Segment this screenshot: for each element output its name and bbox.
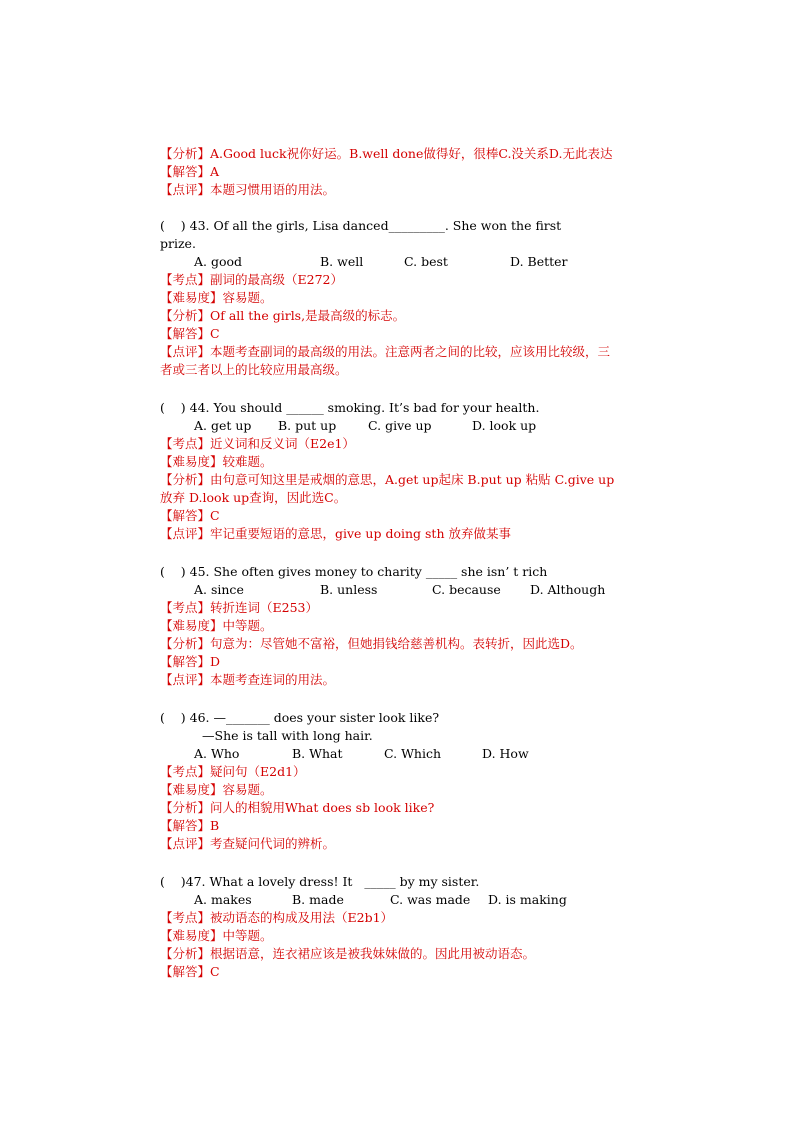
answer: 【解答】C xyxy=(160,326,220,341)
answer: 【解答】C xyxy=(160,964,220,979)
question-text: ( ) 43. Of all the girls, Lisa danced_________. She won the first xyxy=(160,218,562,233)
difficulty: 【难易度】中等题。 xyxy=(160,618,273,633)
option-d: D. is making xyxy=(488,892,567,907)
analysis-cont: 放弃 D.look up查询，因此选C。 xyxy=(160,490,347,505)
analysis: 【分析】问人的相貌用What does sb look like? xyxy=(160,800,435,815)
question-46 xyxy=(160,709,670,853)
option-b: B. put up xyxy=(278,418,337,433)
question-text: ( ) 44. You should ______ smoking. It’s bad for your health. xyxy=(160,400,540,415)
option-a: A. since xyxy=(194,582,244,597)
option-d: D. How xyxy=(482,746,529,761)
kaodian: 【考点】被动语态的构成及用法（E2b1） xyxy=(160,910,394,925)
option-a: A. Who xyxy=(194,746,240,761)
question-text-cont: prize. xyxy=(160,236,196,251)
analysis: 【分析】句意为：尽管她不富裕，但她捐钱给慈善机构。表转折，因此选D。 xyxy=(160,636,583,651)
option-d: D. look up xyxy=(472,418,537,433)
comment: 【点评】考查疑问代词的辨析。 xyxy=(160,836,336,851)
kaodian: 【考点】疑问句（E2d1） xyxy=(160,764,306,779)
kaodian: 【考点】副词的最高级（E272） xyxy=(160,272,343,287)
option-d: D. Although xyxy=(530,582,606,597)
question-47 xyxy=(160,873,670,981)
option-a: A. good xyxy=(194,254,243,269)
options-row xyxy=(160,891,670,909)
question-text: ( ) 46. —_______ does your sister look like? xyxy=(160,710,440,725)
option-a: A. makes xyxy=(194,892,252,907)
option-c: C. because xyxy=(432,582,501,597)
answer: 【解答】A xyxy=(160,164,220,179)
option-b: B. unless xyxy=(320,582,378,597)
comment: 【点评】本题考查连词的用法。 xyxy=(160,672,336,687)
question-44 xyxy=(160,399,670,543)
options-row xyxy=(160,253,670,271)
kaodian: 【考点】近义词和反义词（E2e1） xyxy=(160,436,355,451)
kaodian: 【考点】转折连词（E253） xyxy=(160,600,318,615)
difficulty: 【难易度】中等题。 xyxy=(160,928,273,943)
option-c: C. Which xyxy=(384,746,442,761)
options-row xyxy=(160,745,670,763)
document-content xyxy=(160,145,670,981)
difficulty: 【难易度】较难题。 xyxy=(160,454,273,469)
question-text: ( ) 45. She often gives money to charity _____ she isn’ t rich xyxy=(160,564,548,579)
answer: 【解答】D xyxy=(160,654,221,669)
comment: 【点评】本题习惯用语的用法。 xyxy=(160,182,336,197)
comment: 【点评】牢记重要短语的意思，give up doing sth 放弃做某事 xyxy=(160,526,511,541)
options-row xyxy=(160,417,670,435)
option-d: D. Better xyxy=(510,254,568,269)
option-b: B. made xyxy=(292,892,344,907)
analysis: 【分析】由句意可知这里是戒烟的意思，A.get up起床 B.put up 粘贴 C.give up xyxy=(160,472,615,487)
analysis: 【分析】Of all the girls,是最高级的标志。 xyxy=(160,308,406,323)
option-b: B. What xyxy=(292,746,343,761)
analysis: 【分析】根据语意，连衣裙应该是被我妹妹做的。因此用被动语态。 xyxy=(160,946,536,961)
question-45 xyxy=(160,563,670,689)
comment: 【点评】本题考查副词的最高级的用法。注意两者之间的比较，应该用比较级，三 xyxy=(160,344,611,359)
option-a: A. get up xyxy=(194,418,252,433)
answer: 【解答】C xyxy=(160,508,220,523)
question-42-tail xyxy=(160,145,670,199)
option-c: C. was made xyxy=(390,892,471,907)
difficulty: 【难易度】容易题。 xyxy=(160,782,273,797)
option-c: C. give up xyxy=(368,418,432,433)
reply-text: —She is tall with long hair. xyxy=(202,728,373,743)
options-row xyxy=(160,581,670,599)
option-b: B. well xyxy=(320,254,364,269)
question-43 xyxy=(160,217,670,379)
comment-cont: 者或三者以上的比较应用最高级。 xyxy=(160,362,348,377)
option-c: C. best xyxy=(404,254,448,269)
difficulty: 【难易度】容易题。 xyxy=(160,290,273,305)
answer: 【解答】B xyxy=(160,818,220,833)
question-text: ( )47. What a lovely dress! It _____ by my sister. xyxy=(160,874,480,889)
analysis: 【分析】A.Good luck祝你好运。B.well done做得好，很棒C.没关系D.无此表达 xyxy=(160,146,613,161)
